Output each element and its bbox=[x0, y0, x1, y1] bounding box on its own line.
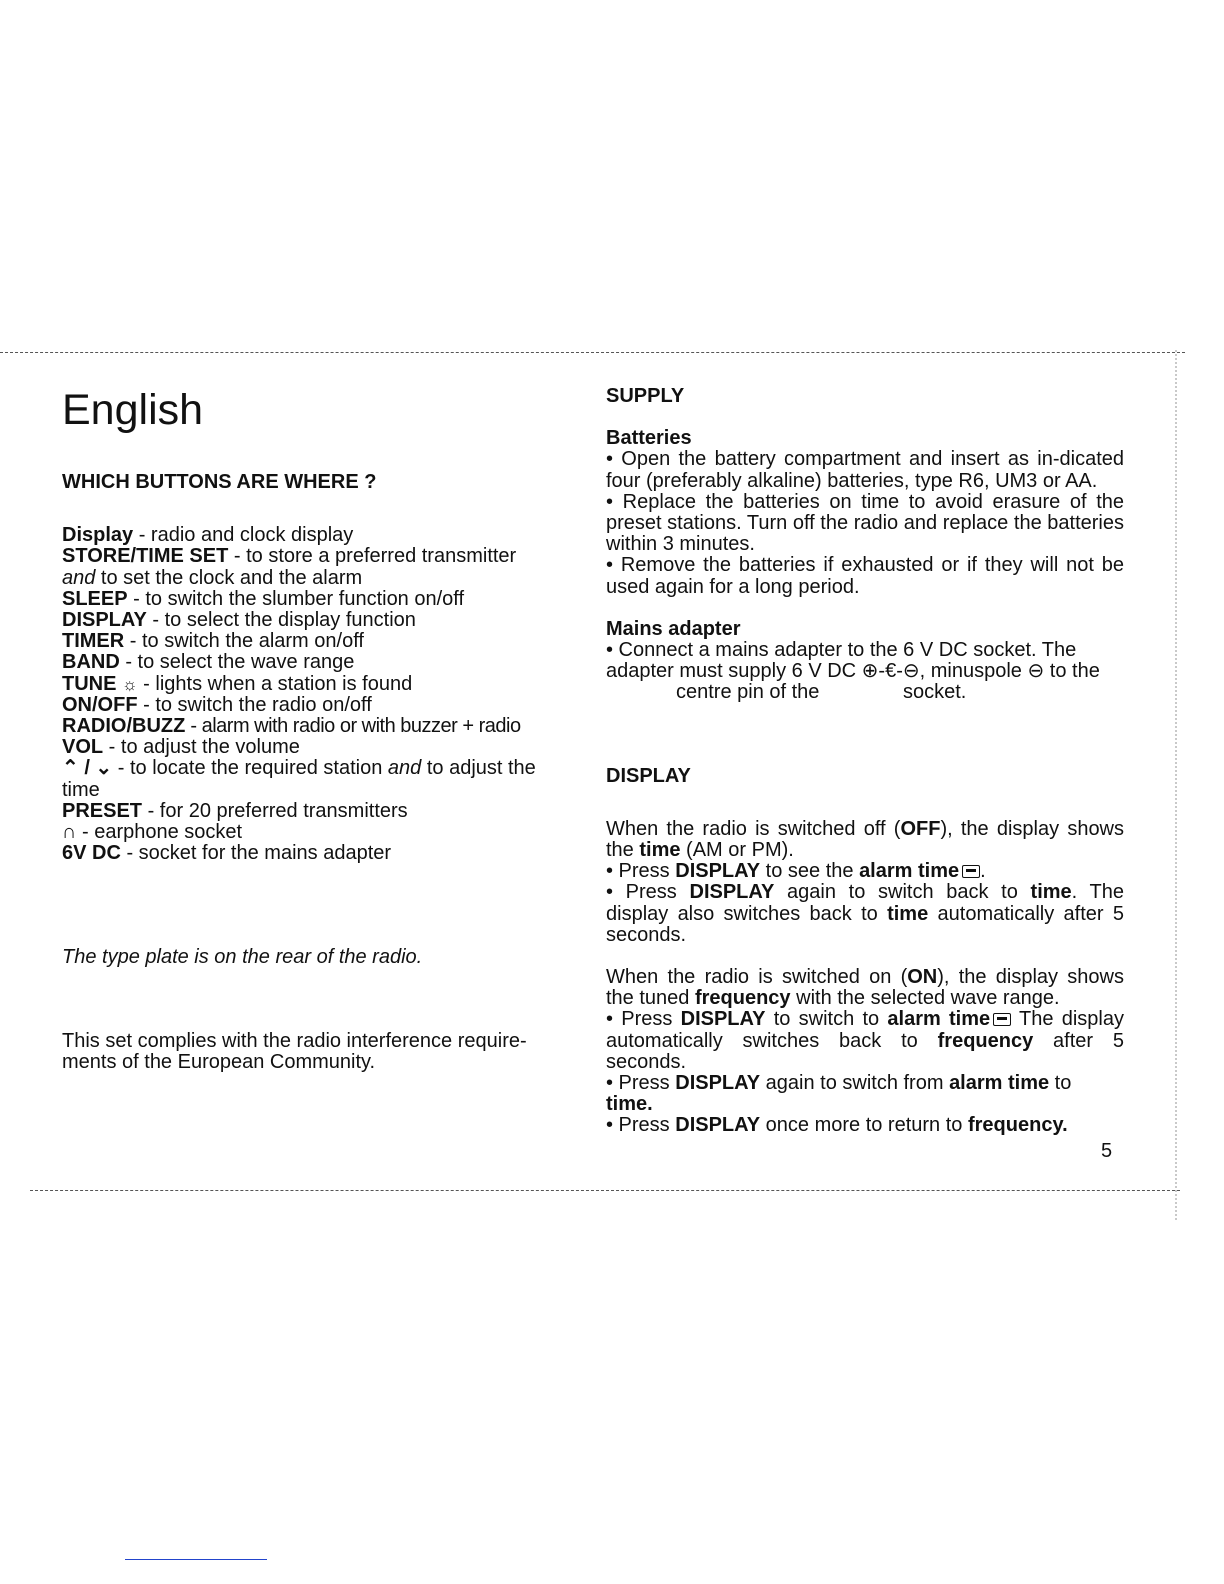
supply-heading: SUPPLY bbox=[606, 385, 685, 407]
button-desc-italic: and bbox=[387, 757, 422, 780]
button-term: STORE/TIME SET bbox=[62, 545, 229, 568]
display-text-bold: frequency bbox=[694, 987, 791, 1010]
button-desc: - alarm with radio or with buzzer + radio bbox=[185, 715, 521, 738]
display-text: • Press bbox=[606, 1072, 676, 1095]
display-text: again to switch back to bbox=[774, 881, 1031, 904]
buttons-list bbox=[62, 525, 582, 864]
display-text-bold: ON bbox=[907, 966, 938, 989]
list-item bbox=[62, 695, 582, 716]
display-text-bold: alarm time bbox=[949, 1072, 1050, 1095]
scan-edge-bottom bbox=[30, 1190, 1180, 1191]
display-text-bold: time bbox=[887, 902, 929, 925]
button-term: VOL bbox=[62, 736, 104, 759]
scan-edge-top bbox=[0, 352, 1185, 353]
display-text-bold: OFF bbox=[900, 817, 941, 840]
display-text: to bbox=[1049, 1072, 1072, 1095]
button-term: TUNE bbox=[62, 672, 117, 695]
display-heading: DISPLAY bbox=[606, 764, 691, 787]
button-term: Display bbox=[62, 524, 134, 547]
alarm-display-icon bbox=[962, 865, 980, 878]
page-title: English bbox=[62, 386, 204, 434]
button-desc: to adjust the bbox=[421, 757, 536, 780]
display-text: again to switch from bbox=[760, 1072, 950, 1095]
display-text: (AM or PM). bbox=[680, 839, 794, 862]
list-item bbox=[62, 652, 582, 673]
right-column bbox=[606, 386, 1124, 1137]
tune-light-icon: ☼ bbox=[122, 674, 138, 694]
button-term: RADIO/BUZZ bbox=[62, 715, 186, 738]
list-item bbox=[62, 546, 582, 567]
display-off-paragraph bbox=[606, 819, 1124, 861]
display-bullet bbox=[606, 1009, 1124, 1073]
mains-paragraph bbox=[606, 640, 1124, 704]
display-text-bold: DISPLAY bbox=[675, 1072, 761, 1095]
earphone-icon: ∩ bbox=[62, 821, 77, 844]
button-desc: - for 20 preferred transmitters bbox=[142, 799, 408, 822]
buttons-heading: WHICH BUTTONS ARE WHERE ? bbox=[62, 471, 377, 493]
display-text-bold: time bbox=[1030, 881, 1072, 904]
up-down-arrows-icon: ⌃ / ⌄ bbox=[62, 757, 113, 780]
button-desc: - socket for the mains adapter bbox=[120, 842, 392, 865]
display-text-bold: alarm time bbox=[887, 1008, 991, 1031]
button-desc: - radio and clock display bbox=[133, 524, 354, 547]
list-item bbox=[62, 631, 582, 652]
button-desc: - to locate the required station bbox=[112, 757, 388, 780]
display-text-bold: time. bbox=[606, 1093, 653, 1116]
display-text: automatically after 5 seconds. bbox=[606, 902, 1124, 946]
display-bullet bbox=[606, 1115, 1124, 1136]
list-item bbox=[62, 610, 582, 631]
display-bullet: • Press DISPLAY to see the alarm time . bbox=[606, 860, 986, 883]
display-text-bold: DISPLAY bbox=[675, 860, 761, 883]
button-desc: - lights when a station is found bbox=[137, 672, 413, 695]
alarm-display-icon bbox=[993, 1013, 1011, 1026]
display-text-bold: DISPLAY bbox=[680, 1008, 766, 1031]
left-column bbox=[62, 472, 582, 1073]
button-desc: - earphone socket bbox=[76, 821, 243, 844]
button-desc: - to adjust the volume bbox=[103, 736, 300, 759]
display-text: once more to return to bbox=[760, 1114, 968, 1137]
batteries-heading: Batteries bbox=[606, 427, 692, 450]
footer-rule bbox=[125, 1559, 267, 1560]
button-desc: - to switch the radio on/off bbox=[137, 693, 372, 716]
button-desc: - to switch the slumber function on/off bbox=[127, 587, 465, 610]
button-term: DISPLAY bbox=[62, 609, 147, 632]
display-text: The display automatically switches back to bbox=[606, 1008, 1124, 1052]
list-item bbox=[62, 801, 582, 822]
mains-socket: socket. bbox=[903, 681, 967, 704]
display-on-paragraph bbox=[606, 967, 1124, 1009]
button-term: SLEEP bbox=[62, 587, 128, 610]
display-text-bold: alarm time bbox=[859, 860, 960, 883]
display-text: to see the bbox=[760, 860, 860, 883]
display-text: • Press bbox=[606, 1114, 676, 1137]
mains-centre: centre pin of the bbox=[676, 681, 820, 704]
button-term: TIMER bbox=[62, 630, 125, 653]
compliance-note: This set complies with the radio interference require-ments of the European Community. bbox=[62, 1029, 527, 1073]
display-bullet bbox=[606, 1073, 1124, 1094]
display-text: with the selected wave range. bbox=[790, 987, 1060, 1010]
batteries-item: • Replace the batteries on time to avoid erasure of the preset stations. Turn off the radio and replace the batteries within 3 minutes. bbox=[606, 490, 1124, 556]
type-plate-note: The type plate is on the rear of the radio. bbox=[62, 946, 423, 969]
display-text: • Press bbox=[606, 1008, 681, 1031]
button-desc: time bbox=[62, 778, 100, 801]
display-text-bold: frequency bbox=[937, 1029, 1034, 1052]
button-term: PRESET bbox=[62, 799, 143, 822]
button-desc-italic: and bbox=[62, 566, 96, 589]
list-item bbox=[62, 780, 582, 801]
display-text: ), the display shows the bbox=[606, 817, 1125, 862]
button-term: 6V DC bbox=[62, 842, 121, 865]
display-text: • Press bbox=[606, 881, 690, 904]
mains-heading: Mains adapter bbox=[606, 617, 741, 640]
display-text-bold: time bbox=[639, 839, 681, 862]
mains-text: • Connect a mains adapter to the 6 V DC socket. The adapter must supply 6 V DC ⊕-€-⊖, minuspole ⊖ to the bbox=[606, 639, 1100, 683]
list-item bbox=[62, 525, 582, 546]
batteries-item: • Remove the batteries if exhausted or if they will not be used again for a long period. bbox=[606, 554, 1124, 598]
list-item bbox=[62, 843, 582, 864]
button-term: BAND bbox=[62, 651, 120, 674]
batteries-item: • Open the battery compartment and insert as in-dicated four (preferably alkaline) batteries, type R6, UM3 or AA. bbox=[606, 448, 1124, 492]
display-text-bold: DISPLAY bbox=[689, 881, 775, 904]
scan-edge-right bbox=[1175, 350, 1207, 1220]
display-text: • Press bbox=[606, 860, 676, 883]
button-desc: - to select the display function bbox=[146, 609, 416, 632]
list-item bbox=[62, 737, 582, 758]
display-text-bold: frequency. bbox=[967, 1114, 1068, 1137]
display-text: When the radio is switched off ( bbox=[606, 817, 901, 840]
page-number: 5 bbox=[1101, 1140, 1113, 1162]
button-desc: - to switch the alarm on/off bbox=[124, 630, 364, 653]
display-text: after 5 seconds. bbox=[606, 1029, 1125, 1073]
list-item bbox=[62, 674, 582, 695]
list-item bbox=[62, 758, 582, 779]
display-text-bold: DISPLAY bbox=[675, 1114, 761, 1137]
list-item bbox=[62, 589, 582, 610]
display-bullet bbox=[606, 882, 1124, 946]
list-item bbox=[62, 568, 582, 589]
button-term: ON/OFF bbox=[62, 693, 138, 716]
display-text: When the radio is switched on ( bbox=[606, 966, 908, 989]
button-desc: to set the clock and the alarm bbox=[95, 566, 363, 589]
display-text: ), the display shows the tuned bbox=[606, 966, 1124, 1010]
display-text: to switch to bbox=[765, 1008, 888, 1031]
list-item bbox=[62, 822, 582, 843]
button-desc: - to select the wave range bbox=[119, 651, 355, 674]
display-text: . The display also switches back to bbox=[606, 881, 1124, 925]
button-desc: - to store a preferred transmitter bbox=[228, 545, 517, 568]
list-item bbox=[62, 716, 582, 737]
